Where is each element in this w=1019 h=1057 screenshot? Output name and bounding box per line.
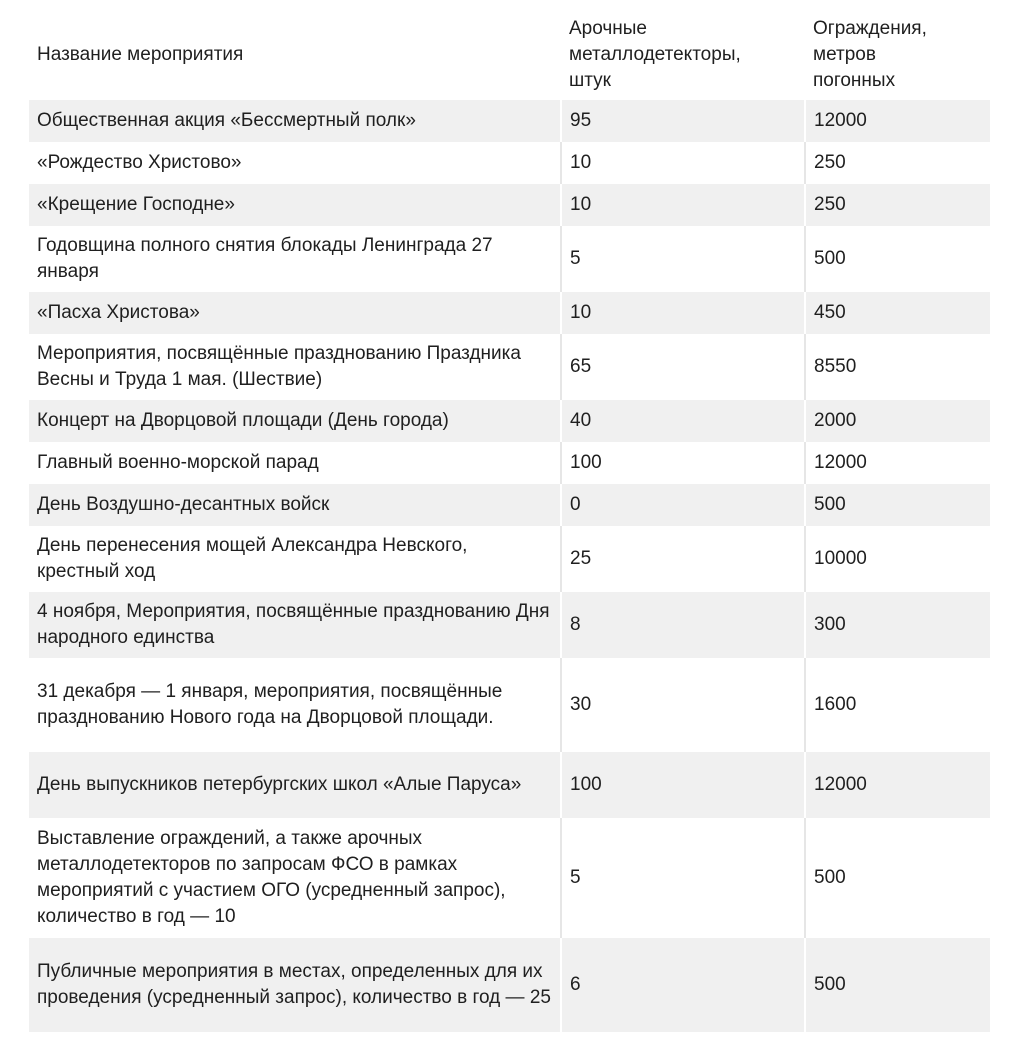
- table-row: [29, 292, 990, 334]
- cell-metal-detectors: 65: [561, 334, 805, 400]
- cell-metal-detectors: 6: [561, 938, 805, 1032]
- cell-metal-detectors: 25: [561, 526, 805, 592]
- cell-metal-detectors: 0: [561, 484, 805, 526]
- cell-fences: 500: [805, 818, 990, 938]
- table-header: [29, 10, 990, 100]
- cell-event-name: Годовщина полного снятия блокады Ленинграда 27 января: [29, 226, 561, 292]
- header-row: [29, 10, 990, 100]
- cell-fences: 8550: [805, 334, 990, 400]
- cell-metal-detectors: 8: [561, 592, 805, 658]
- cell-event-name: «Рождество Христово»: [29, 142, 561, 184]
- table-row: [29, 334, 990, 400]
- cell-event-name: Общественная акция «Бессмертный полк»: [29, 100, 561, 142]
- cell-event-name: Главный военно-морской парад: [29, 442, 561, 484]
- table-row: [29, 226, 990, 292]
- cell-fences: 12000: [805, 100, 990, 142]
- table-row: [29, 184, 990, 226]
- cell-event-name: Мероприятия, посвящённые празднованию Праздника Весны и Труда 1 мая. (Шествие): [29, 334, 561, 400]
- cell-metal-detectors: 30: [561, 658, 805, 752]
- table-row: [29, 938, 990, 1032]
- table-row: [29, 658, 990, 752]
- cell-event-name: 4 ноября, Мероприятия, посвящённые празднованию Дня народного единства: [29, 592, 561, 658]
- table-row: [29, 484, 990, 526]
- table-row: [29, 442, 990, 484]
- cell-event-name: «Крещение Господне»: [29, 184, 561, 226]
- events-table-container: [29, 10, 990, 1032]
- table-row: [29, 400, 990, 442]
- cell-fences: 250: [805, 142, 990, 184]
- cell-event-name: День Воздушно-десантных войск: [29, 484, 561, 526]
- cell-fences: 450: [805, 292, 990, 334]
- cell-metal-detectors: 10: [561, 292, 805, 334]
- header-fences: Ограждения, метров погонных: [813, 18, 927, 91]
- cell-event-name: День перенесения мощей Александра Невского, крестный ход: [29, 526, 561, 592]
- cell-event-name: 31 декабря — 1 января, мероприятия, посвящённые празднованию Нового года на Дворцовой площади.: [29, 658, 561, 752]
- table-row: [29, 100, 990, 142]
- table-row: [29, 752, 990, 818]
- cell-fences: 12000: [805, 752, 990, 818]
- cell-metal-detectors: 10: [561, 142, 805, 184]
- cell-metal-detectors: 5: [561, 226, 805, 292]
- cell-fences: 500: [805, 226, 990, 292]
- cell-event-name: Выставление ограждений, а также арочных металлодетекторов по запросам ФСО в рамках мероприятий с участием ОГО (усредненный запрос), количество в год — 10: [29, 818, 561, 938]
- cell-event-name: Концерт на Дворцовой площади (День города): [29, 400, 561, 442]
- cell-fences: 10000: [805, 526, 990, 592]
- cell-fences: 2000: [805, 400, 990, 442]
- table-row: [29, 526, 990, 592]
- cell-fences: 12000: [805, 442, 990, 484]
- table-row: [29, 142, 990, 184]
- table-body: [29, 100, 990, 1032]
- cell-event-name: Публичные мероприятия в местах, определенных для их проведения (усредненный запрос), количество в год — 25: [29, 938, 561, 1032]
- cell-event-name: «Пасха Христова»: [29, 292, 561, 334]
- cell-fences: 1600: [805, 658, 990, 752]
- cell-metal-detectors: 100: [561, 752, 805, 818]
- table-row: [29, 818, 990, 938]
- cell-metal-detectors: 100: [561, 442, 805, 484]
- cell-metal-detectors: 10: [561, 184, 805, 226]
- cell-fences: 300: [805, 592, 990, 658]
- table-row: [29, 592, 990, 658]
- cell-fences: 500: [805, 938, 990, 1032]
- cell-event-name: День выпускников петербургских школ «Алые Паруса»: [29, 752, 561, 818]
- cell-fences: 500: [805, 484, 990, 526]
- cell-metal-detectors: 5: [561, 818, 805, 938]
- cell-metal-detectors: 40: [561, 400, 805, 442]
- header-metal-detectors: Арочные металлодетекторы, штук: [569, 18, 741, 91]
- cell-metal-detectors: 95: [561, 100, 805, 142]
- header-event-name: Название мероприятия: [37, 44, 244, 65]
- cell-fences: 250: [805, 184, 990, 226]
- events-table: [29, 10, 990, 1032]
